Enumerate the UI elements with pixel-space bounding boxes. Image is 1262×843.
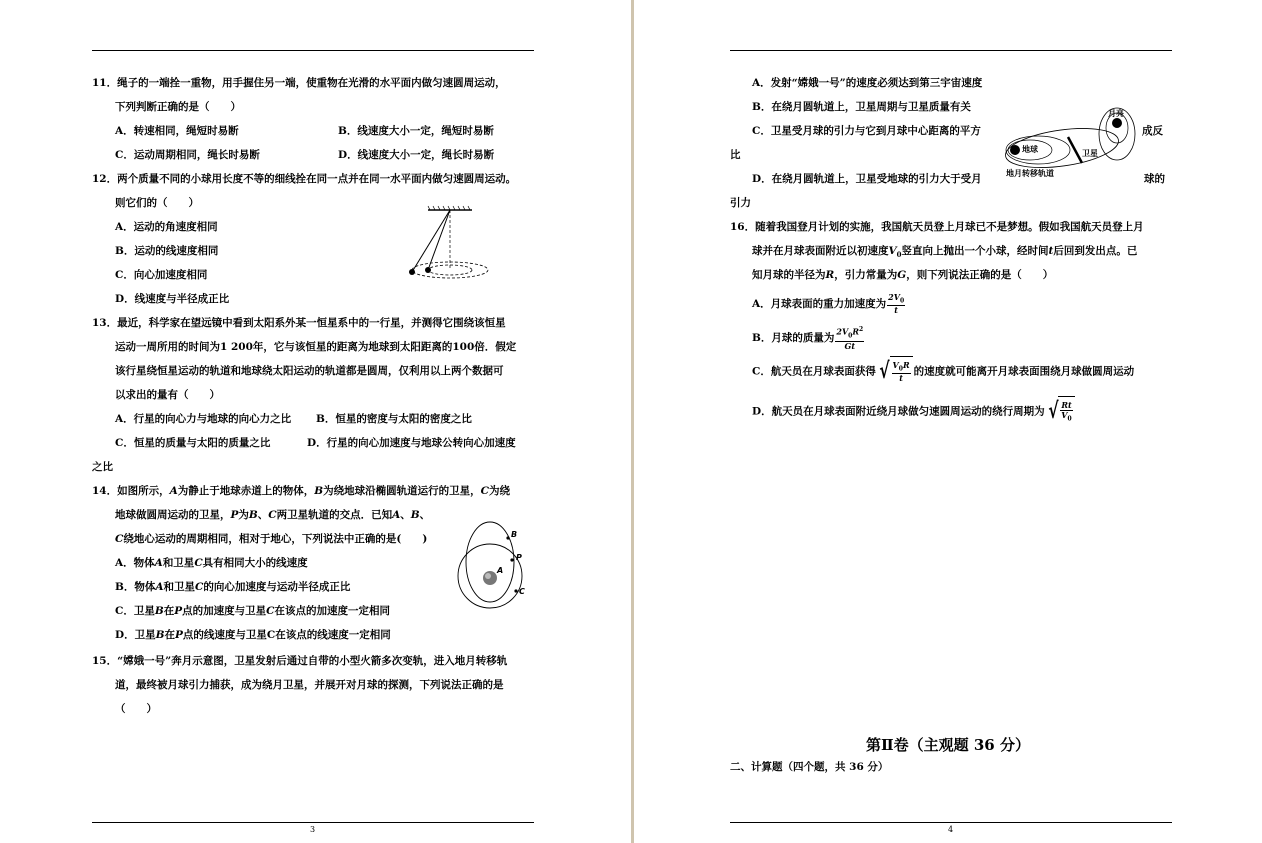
q12-option-b: B．运动的线速度相同 bbox=[115, 245, 219, 257]
fig-label-earth: 地球 bbox=[1022, 145, 1038, 154]
fig-label-satellite: 卫星 bbox=[1082, 149, 1098, 158]
fig-label-moon: 月亮 bbox=[1108, 109, 1124, 118]
q11-option-b: B．线速度大小一定，绳短时易断 bbox=[338, 125, 494, 137]
q14-option-b: B．物体A和卫星C的向心加速度与运动半径成正比 bbox=[115, 581, 351, 593]
q14-stem-line1: 14．如图所示，A为静止于地球赤道上的物体，B为绕地球沿椭圆轨道运行的卫星，C为绕 bbox=[92, 485, 511, 497]
fig14-label-b: B bbox=[511, 530, 518, 539]
sqrt-d: √ $\frac{Rt}{V_0}$ bbox=[1046, 396, 1075, 427]
fig14-label-c: C bbox=[519, 587, 525, 596]
q15-stem-line3: （ ） bbox=[115, 703, 157, 715]
q12-option-d: D．线速度与半径成正比 bbox=[115, 293, 230, 305]
q13-option-c: C．恒星的质量与太阳的质量之比 bbox=[115, 437, 271, 449]
q11-option-a: A．转速相同，绳短时易断 bbox=[115, 125, 239, 137]
q16-stem-line3: 知月球的半径为R，引力常量为G，则下列说法正确的是（ ） bbox=[752, 269, 1054, 281]
q15-option-c-part3: 比 bbox=[730, 149, 741, 161]
q15-option-d-part3: 引力 bbox=[730, 197, 751, 209]
q15-stem-line1: 15．“嫦娥一号”奔月示意图，卫星发射后通过自带的小型火箭多次变轨，进入地月转移轨 bbox=[92, 655, 508, 667]
conical-pendulum-figure bbox=[400, 204, 495, 289]
q11-stem-line2: 下列判断正确的是（ ） bbox=[115, 101, 241, 113]
q14-option-d: D．卫星B在P点的线速度与卫星C在该点的线速度一定相同 bbox=[115, 629, 391, 641]
q13-option-d-cont: 之比 bbox=[92, 461, 113, 473]
q16-stem-line1: 16．随着我国登月计划的实施，我国航天员登上月球已不是梦想。假如我国航天员登上月 bbox=[730, 221, 1144, 233]
page-number: 4 bbox=[948, 825, 954, 834]
header-rule bbox=[730, 50, 1172, 51]
q13-stem-line3: 该行星绕恒星运动的轨道和地球绕太阳运动的轨道都是圆周，仅利用以上两个数据可 bbox=[115, 365, 504, 377]
q14-stem-line2: 地球做圆周运动的卫星，P为B、C两卫星轨道的交点．已知A、B、 bbox=[115, 509, 431, 521]
q16-option-c: C．航天员在月球表面获得 √ $\frac{V_0R}{t}$ 的速度就可能离开月球表面围绕月球做圆周运动 bbox=[752, 356, 1134, 387]
footer-rule bbox=[92, 822, 534, 823]
fraction-b: $\frac{2V_0R^2}{Gt}$ bbox=[836, 326, 864, 351]
q15-option-c-part1: C．卫星受月球的引力与它到月球中心距离的平方 bbox=[752, 125, 981, 137]
q14-option-a: A．物体A和卫星C具有相同大小的线速度 bbox=[115, 557, 308, 569]
earth-moon-transfer-figure bbox=[1002, 104, 1138, 180]
q16-option-a: A．月球表面的重力加速度为 $\frac{2V_0}{t}$ bbox=[752, 291, 905, 316]
fraction-a: $\frac{2V_0}{t}$ bbox=[888, 291, 905, 316]
q13-option-d: D．行星的向心加速度与地球公转向心加速度 bbox=[307, 437, 516, 449]
orbit-figure-q14 bbox=[452, 518, 532, 610]
sqrt-c: √ $\frac{V_0R}{t}$ bbox=[877, 356, 913, 387]
fig-label-transfer-orbit: 地月转移轨道 bbox=[1006, 169, 1054, 178]
header-rule bbox=[92, 50, 534, 51]
q13-option-a: A．行星的向心力与地球的向心力之比 bbox=[115, 413, 292, 425]
q15-option-d-part2: 球的 bbox=[1144, 173, 1165, 185]
section-title: 第Ⅱ卷（主观题 36 分） bbox=[866, 736, 1030, 754]
q11-stem-line1: 11．绳子的一端拴一重物，用手握住另一端，使重物在光滑的水平面内做匀速圆周运动， bbox=[92, 77, 506, 89]
fig14-label-p: P bbox=[516, 553, 522, 562]
q15-option-d-part1: D．在绕月圆轨道上，卫星受地球的引力大于受月 bbox=[752, 173, 982, 185]
q16-option-b: B．月球的质量为 $\frac{2V_0R^2}{Gt}$ bbox=[752, 326, 864, 351]
q14-option-c: C．卫星B在P点的加速度与卫星C在该点的加速度一定相同 bbox=[115, 605, 390, 617]
fig14-label-a: A bbox=[497, 566, 504, 575]
q12-stem-line2: 则它们的（ ） bbox=[115, 197, 199, 209]
page-4 bbox=[634, 0, 1262, 843]
q16-stem-line2: 球并在月球表面附近以初速度$V_0$竖直向上抛出一个小球，经时间t后回到发出点。已 bbox=[752, 245, 1138, 260]
q15-option-a: A．发射“嫦娥一号”的速度必须达到第三宇宙速度 bbox=[752, 77, 983, 89]
q15-option-c-part2: 成反 bbox=[1142, 125, 1163, 137]
q14-stem-line3: C绕地心运动的周期相同，相对于地心，下列说法中正确的是( ) bbox=[115, 533, 428, 545]
q13-stem-line1: 13．最近，科学家在望远镜中看到太阳系外某一恒星系中的一行星，并测得它围绕该恒星 bbox=[92, 317, 506, 329]
q13-stem-line2: 运动一周所用的时间为1 200年，它与该恒星的距离为地球到太阳距离的100倍．假定 bbox=[115, 341, 517, 353]
page-number: 3 bbox=[310, 825, 316, 834]
q12-option-c: C．向心加速度相同 bbox=[115, 269, 208, 281]
q15-stem-line2: 道，最终被月球引力捕获，成为绕月卫星，并展开对月球的探测，下列说法正确的是 bbox=[115, 679, 504, 691]
q13-stem-line4: 以求出的量有（ ） bbox=[115, 389, 220, 401]
footer-rule bbox=[730, 822, 1172, 823]
q11-option-c: C．运动周期相同，绳长时易断 bbox=[115, 149, 260, 161]
q13-option-b: B．恒星的密度与太阳的密度之比 bbox=[316, 413, 472, 425]
q11-option-d: D．线速度大小一定，绳长时易断 bbox=[338, 149, 495, 161]
section-subtitle: 二、计算题（四个题，共 36 分） bbox=[730, 761, 889, 773]
q12-option-a: A．运动的角速度相同 bbox=[115, 221, 218, 233]
q16-option-d: D．航天员在月球表面附近绕月球做匀速圆周运动的绕行周期为 √ $\frac{Rt}{V_0}$ bbox=[752, 396, 1076, 427]
q12-stem-line1: 12．两个质量不同的小球用长度不等的细线拴在同一点并在同一水平面内做匀速圆周运动。 bbox=[92, 173, 517, 185]
q15-option-b: B．在绕月圆轨道上，卫星周期与卫星质量有关 bbox=[752, 101, 971, 113]
